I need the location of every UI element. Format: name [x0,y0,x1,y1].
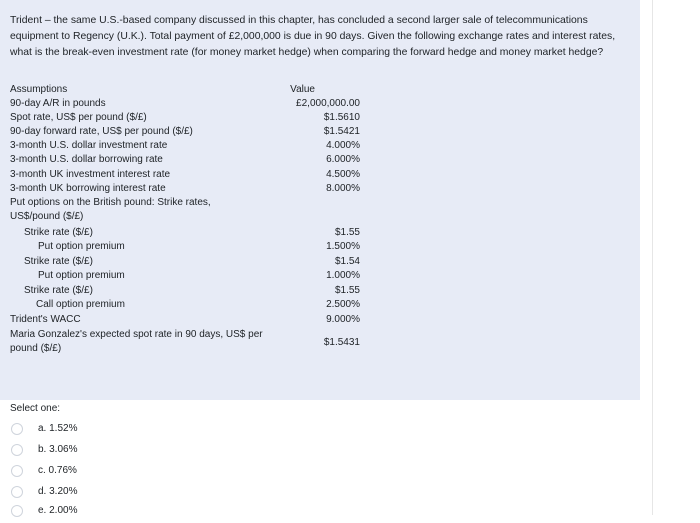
table-row: Strike rate ($/£) $1.55 [24,227,360,238]
table-row: Strike rate ($/£) $1.54 [24,256,360,267]
answer-option-d[interactable]: d. 3.20% [0,484,160,504]
table-header [10,83,360,97]
table-row: 3-month U.S. dollar investment rate 4.000% [10,140,360,151]
table-row: Maria Gonzalez's expected spot rate in 90 days, US$ per pound ($/£) $1.5431 [10,329,360,354]
table-row: Spot rate, US$ per pound ($/£) $1.5610 [10,112,360,123]
table-row: Trident's WACC 9.000% [10,314,360,325]
table-row: 3-month U.S. dollar borrowing rate 6.000% [10,154,360,165]
header-assumptions: Assumptions [10,84,68,95]
question-text: Trident – the same U.S.-based company discussed in this chapter, has concluded a second larger sale of telecommunications equipment to Regency (U.K.). Total payment of £2,000,000 is due in 90 days. Given the following exchange rates and interest rates, what is the break-even investment rate (for money market hedge) when comparing the forward hedge and money market hedge? [10,15,616,58]
table-row: 3-month UK investment interest rate 4.500% [10,169,360,180]
answer-option-a[interactable]: a. 1.52% [0,421,160,441]
table-row: 90-day A/R in pounds £2,000,000.00 [10,98,360,109]
answer-option-b[interactable]: b. 3.06% [0,442,160,462]
radio-button[interactable] [11,444,23,456]
select-one-label: Select one: [10,403,61,414]
radio-button[interactable] [11,423,23,435]
radio-button[interactable] [11,465,23,477]
radio-button[interactable] [11,505,23,517]
table-row: Call option premium 2.500% [36,299,360,310]
table-row: US$/pound ($/£) [10,211,84,222]
table-row: 3-month UK borrowing interest rate 8.000% [10,183,360,194]
right-gutter [652,0,700,515]
table-row: Strike rate ($/£) $1.55 [24,285,360,296]
table-row: Put option premium 1.500% [38,241,360,252]
table-row: Put options on the British pound: Strike rates, [10,197,211,208]
answer-option-e[interactable]: e. 2.00% [0,503,160,523]
table-row: Put option premium 1.000% [38,270,360,281]
table-row: 90-day forward rate, US$ per pound ($/£) $1.5421 [10,126,360,137]
header-value: Value [290,84,315,95]
radio-button[interactable] [11,486,23,498]
answer-option-c[interactable]: c. 0.76% [0,463,160,483]
